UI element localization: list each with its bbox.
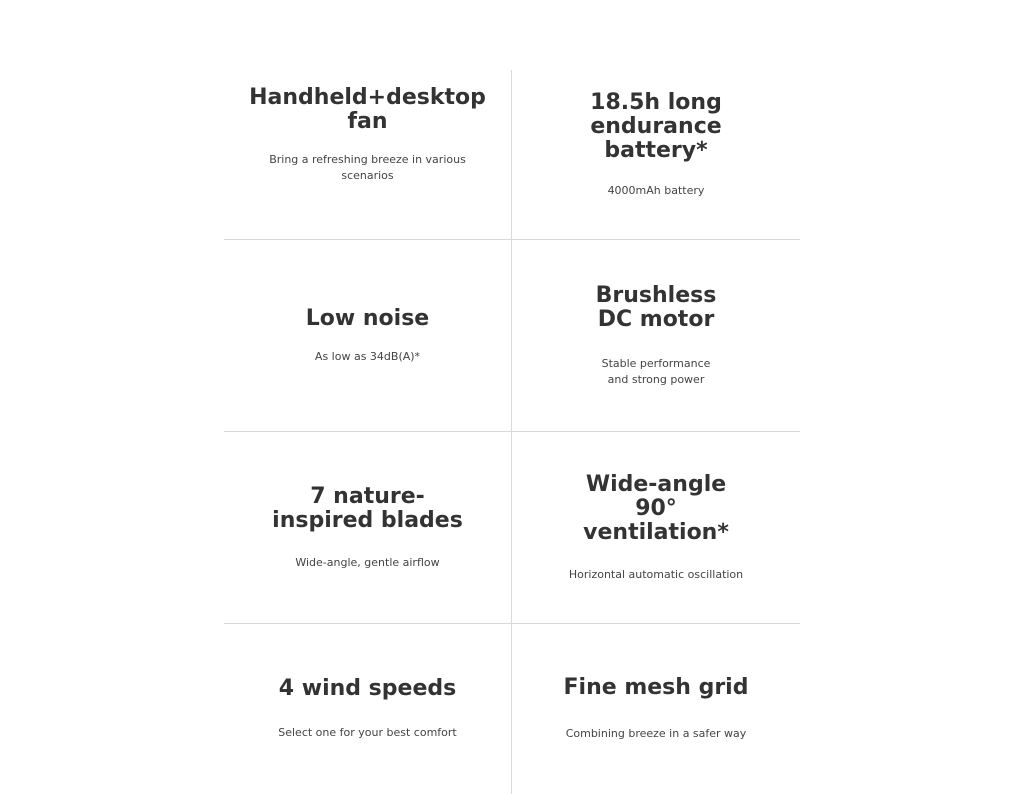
feature-title: 7 nature-inspired blades [272,483,463,533]
feature-description: Wide-angle, gentle airflow [295,555,440,569]
feature-title: 18.5h long endurance battery* [590,90,722,163]
feature-description: As low as 34dB(A)* [314,349,421,363]
feature-cell-handheld-desktop-fan [224,70,512,240]
feature-cell-wide-angle-ventilation [512,432,800,624]
feature-title: Handheld+desktop fan [249,85,486,134]
feature-description: 4000mAh battery [607,184,705,197]
feature-description: Bring a refreshing breeze in various scenarios [269,153,466,182]
feature-description: Combining breeze in a safer way [565,727,747,740]
feature-cell-blades [224,432,512,624]
feature-cell-low-noise [224,240,512,432]
feature-title: Wide-angle 90° ventilation* [583,471,729,545]
feature-title: 4 wind speeds [278,676,457,701]
feature-cell-wind-speeds [224,624,512,794]
feature-description: Select one for your best comfort [278,726,457,739]
feature-grid [224,70,800,794]
feature-cell-brushless-motor [512,240,800,432]
feature-cell-fine-mesh-grid [512,624,800,794]
feature-title: Brushless DC motor [595,282,717,332]
feature-description: Horizontal automatic oscillation [568,567,744,581]
feature-cell-battery [512,70,800,240]
feature-description: Stable performance and strong power [601,356,711,386]
feature-title: Low noise [305,305,430,331]
feature-title: Fine mesh grid [563,675,749,700]
